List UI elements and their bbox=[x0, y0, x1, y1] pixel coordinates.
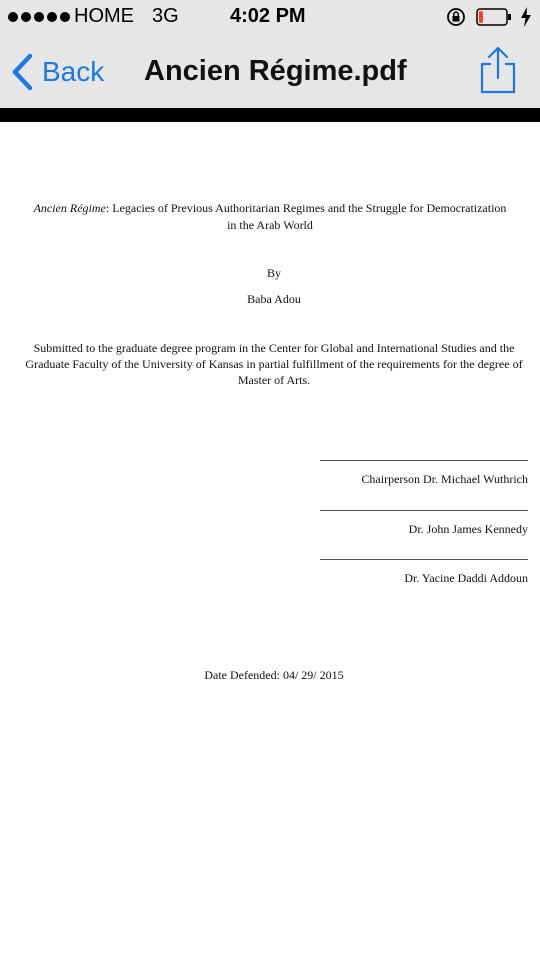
charging-bolt-icon bbox=[520, 7, 532, 27]
submission-statement: Submitted to the graduate degree program in the Center for Global and International Studies and the Graduate Faculty of the University of Kansas in partial fulfillment of the requirements for the degree of Master of Arts. bbox=[25, 341, 523, 387]
signature-line bbox=[320, 460, 528, 461]
page-top-border bbox=[0, 108, 540, 122]
chevron-left-icon bbox=[10, 53, 34, 91]
pdf-page[interactable] bbox=[0, 122, 540, 960]
thesis-title bbox=[30, 200, 510, 234]
network-type: 3G bbox=[152, 5, 179, 27]
document-title: Ancien Régime.pdf bbox=[144, 55, 407, 87]
signature-line bbox=[320, 510, 528, 511]
status-bar bbox=[0, 0, 540, 34]
by-label: By bbox=[266, 266, 281, 280]
back-button[interactable] bbox=[10, 50, 104, 94]
battery-icon bbox=[476, 8, 512, 26]
carrier-name: HOME bbox=[74, 5, 134, 27]
thesis-title-rest: : Legacies of Previous Authoritarian Regimes and the Struggle for Democratization in the Arab World bbox=[105, 201, 507, 232]
date-defended: Date Defended: 04/ 29/ 2015 bbox=[204, 668, 344, 682]
signal-strength-icon bbox=[8, 12, 70, 22]
signatory-member: Dr. John James Kennedy bbox=[408, 522, 528, 536]
rotation-lock-icon bbox=[446, 7, 466, 27]
signatory-chair: Chairperson Dr. Michael Wuthrich bbox=[361, 472, 528, 486]
share-icon[interactable] bbox=[478, 46, 518, 94]
back-label: Back bbox=[42, 56, 105, 87]
signatory-member: Dr. Yacine Daddi Addoun bbox=[404, 571, 528, 585]
clock: 4:02 PM bbox=[230, 5, 306, 27]
author-name: Baba Adou bbox=[247, 292, 301, 306]
navigation-bar bbox=[0, 34, 540, 108]
thesis-title-italic: Ancien Régime bbox=[33, 201, 106, 215]
signature-line bbox=[320, 559, 528, 560]
